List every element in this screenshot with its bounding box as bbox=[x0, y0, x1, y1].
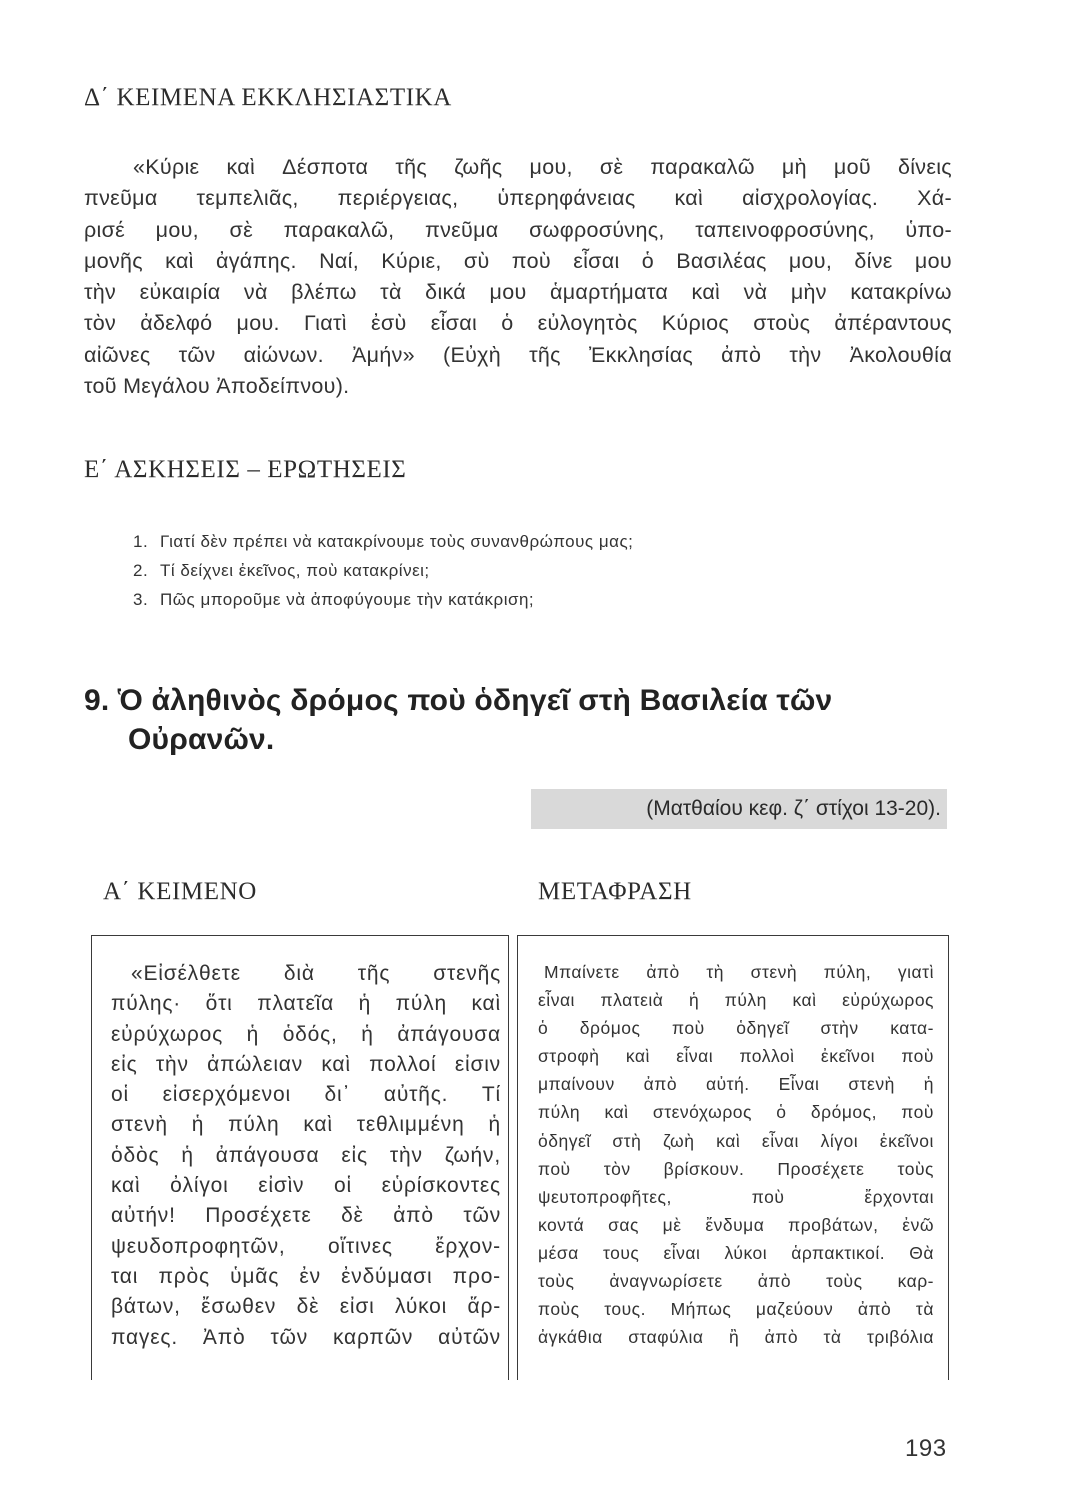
translation-heading: ΜΕΤΑΦΡΑΣΗ bbox=[538, 878, 692, 905]
question-item bbox=[133, 527, 633, 556]
translation-line: Μπαίνετε ἀπὸ τὴ στενὴ πύλη, γιατὶ bbox=[544, 962, 934, 982]
page-number: 193 bbox=[905, 1435, 947, 1462]
section-d-heading: Δ΄ ΚΕΙΜΕΝΑ ΕΚΚΛΗΣΙΑΣΤΙΚΑ bbox=[84, 84, 452, 111]
original-line: «Εἰσέλθετε διὰ τῆς στενῆς bbox=[131, 962, 501, 985]
translation-line: ὁ δρόμος ποὺ ὁδηγεῖ στὴν κατα- bbox=[538, 1018, 934, 1039]
original-line: αὐτήν! Προσέχετε δὲ ἀπὸ τῶν bbox=[111, 1204, 501, 1228]
translation-line: πύλη καὶ στενόχωρος ὁ δρόμος, ποὺ bbox=[538, 1102, 934, 1123]
translation-line: στροφὴ καὶ εἶναι πολλοὶ ἐκεῖνοι ποὺ bbox=[538, 1046, 934, 1067]
paragraph-line: τὸν ἀδελφό μου. Γιατὶ ἐσὺ εἶσαι ὁ εὐλογητὸς Κύριος στοὺς ἀπέραντους bbox=[84, 311, 952, 336]
original-line: βάτων, ἔσωθεν δὲ εἰσι λύκοι ἅρ- bbox=[111, 1295, 501, 1319]
paragraph-line: τοῦ Μεγάλου Ἀποδείπνου). bbox=[84, 374, 350, 399]
lesson-title bbox=[84, 681, 984, 759]
question-text: Γιατί δὲν πρέπει νὰ κατακρίνουμε τοὺς συνανθρώπους μας; bbox=[160, 532, 634, 551]
translation-line: ψευτοπροφῆτες, ποὺ ἔρχονται bbox=[538, 1186, 934, 1207]
original-line: εὐρύχωρος ἡ ὁδός, ἡ ἀπάγουσα bbox=[111, 1022, 501, 1046]
question-item bbox=[133, 556, 633, 585]
translation-line: μέσα τους εἶναι λύκοι ἁρπακτικοί. Θὰ bbox=[538, 1242, 934, 1263]
original-line: εἰς τὴν ἀπώλειαν καὶ πολλοί εἰσιν bbox=[111, 1052, 501, 1076]
paragraph-line: αἰῶνες τῶν αἰώνων. Ἀμήν» (Εὐχὴ τῆς Ἐκκλησίας ἀπὸ τὴν Ἀκολουθία bbox=[84, 342, 952, 367]
translation-text-box bbox=[517, 935, 949, 1380]
paragraph-line: τὴν εὐκαιρία νὰ βλέπω τὰ δικά μου ἁμαρτήματα καὶ νὰ μὴν κατακρίνω bbox=[84, 280, 952, 305]
prayer-paragraph bbox=[84, 152, 952, 402]
translation-line: εἶναι πλατειὰ ἡ πύλη καὶ εὐρύχωρος bbox=[538, 990, 934, 1011]
question-number: 1. bbox=[133, 532, 149, 551]
paragraph-line: «Κύριε καὶ Δέσποτα τῆς ζωῆς μου, σὲ παρακαλῶ μὴ μοῦ δίνεις bbox=[133, 155, 952, 179]
question-text: Τί δείχνει ἐκεῖνος, ποὺ κατακρίνει; bbox=[160, 561, 430, 580]
original-text-box bbox=[91, 935, 509, 1380]
paragraph-line: ρισέ μου, σὲ παρακαλῶ, πνεῦμα σωφροσύνης, ταπεινοφροσύνης, ὑπο- bbox=[84, 217, 952, 242]
original-line: στενὴ ἡ πύλη καὶ τεθλιμμένη ἡ bbox=[111, 1113, 501, 1137]
translation-line: ποὺς τους. Μήπως μαζεύουν ἀπὸ τὰ bbox=[538, 1299, 934, 1320]
translation-line: ὁδηγεῖ στὴ ζωὴ καὶ εἶναι λίγοι ἐκεῖνοι bbox=[538, 1130, 934, 1151]
question-number: 2. bbox=[133, 561, 149, 580]
original-line: πύλης· ὅτι πλατεῖα ἡ πύλη καὶ bbox=[111, 992, 501, 1016]
translation-line: ποὺ τὸν βρίσκουν. Προσέχετε τοὺς bbox=[538, 1158, 934, 1179]
original-line: παγες. Ἀπὸ τῶν καρπῶν αὐτῶν bbox=[111, 1325, 501, 1349]
lesson-title-line: 9. Ὁ ἀληθινὸς δρόμος ποὺ ὁδηγεῖ στὴ Βασιλεία τῶν bbox=[84, 684, 833, 717]
original-line: οἱ εἰσερχόμενοι δι᾿ αὐτῆς. Τί bbox=[111, 1083, 501, 1107]
translation-line: ἀγκάθια σταφύλια ἢ ἀπὸ τὰ τριβόλια bbox=[538, 1327, 934, 1348]
original-line: ψευδοπροφητῶν, οἵτινες ἔρχον- bbox=[111, 1234, 501, 1258]
paragraph-line: πνεῦμα τεμπελιᾶς, περιέργειας, ὑπερηφάνειας καὶ αἰσχρολογίας. Χά- bbox=[84, 186, 952, 211]
translation-line: κοντά σας μὲ ἔνδυμα προβάτων, ἐνῶ bbox=[538, 1214, 934, 1235]
lesson-title-line: Οὐρανῶν. bbox=[128, 723, 275, 756]
section-e-heading: Ε΄ ΑΣΚΗΣΕΙΣ – ΕΡΩΤΗΣΕΙΣ bbox=[84, 456, 407, 483]
question-number: 3. bbox=[133, 590, 149, 609]
paragraph-line: μονῆς καὶ ἀγάπης. Ναί, Κύριε, σὺ ποὺ εἶσαι ὁ Βασιλέας μου, δίνε μου bbox=[84, 248, 952, 273]
translation-line: μπαίνουν ἀπὸ αὐτή. Εἶναι στενὴ ἡ bbox=[538, 1074, 934, 1095]
question-item bbox=[133, 585, 633, 614]
scripture-reference: (Ματθαίου κεφ. ζ΄ στίχοι 13-20). bbox=[531, 789, 947, 829]
original-line: ται πρὸς ὑμᾶς ἐν ἐνδύμασι προ- bbox=[111, 1264, 501, 1288]
questions-list bbox=[133, 527, 633, 614]
question-text: Πῶς μποροῦμε νὰ ἀποφύγουμε τὴν κατάκριση; bbox=[160, 590, 535, 609]
original-line: καὶ ὀλίγοι εἰσὶν οἱ εὑρίσκοντες bbox=[111, 1174, 501, 1198]
original-line: ὁδὸς ἡ ἀπάγουσα εἰς τὴν ζωήν, bbox=[111, 1143, 501, 1167]
translation-line: τοὺς ἀναγνωρίσετε ἀπὸ τοὺς καρ- bbox=[538, 1271, 934, 1292]
original-text-heading: Α΄ ΚΕΙΜΕΝΟ bbox=[103, 878, 257, 905]
